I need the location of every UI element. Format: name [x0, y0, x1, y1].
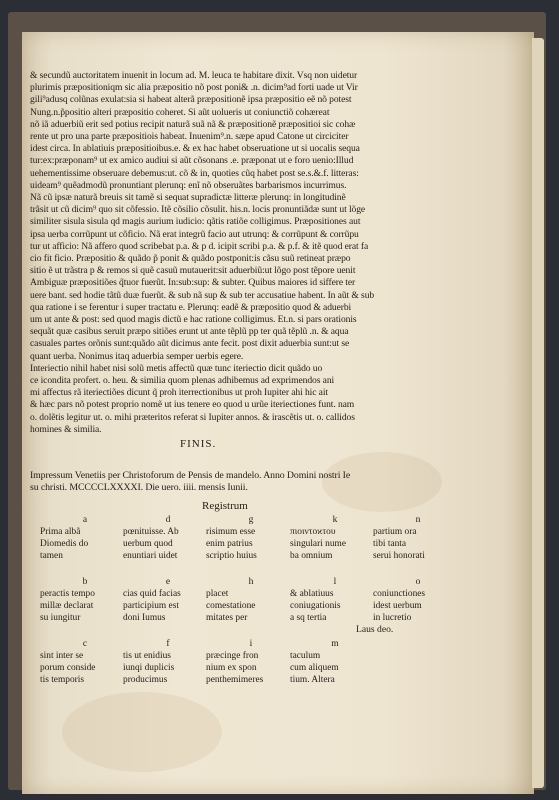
registrum-row — [40, 515, 440, 565]
registrum-entry: tibi tanta — [373, 539, 407, 550]
signature-letter: a — [82, 515, 88, 525]
registrum-entry: peractis tempo — [40, 589, 95, 599]
colophon — [30, 470, 450, 494]
paper-stain — [62, 692, 222, 772]
registrum-column — [373, 515, 463, 563]
registrum-column — [40, 577, 130, 625]
registrum-entry: uerbum quod — [123, 539, 173, 550]
registrum-entry: πιοιντοϰτου — [290, 527, 336, 537]
registrum-entry: scriptio huius — [206, 551, 257, 562]
text-line: Nã cũ ipsæ naturã breuis sit tamẽ si sequat supradictæ litteræ plerunq: in longitudinẽ — [30, 192, 346, 204]
text-line: cio fit ficio. Præpositio & quãdo p̃ ponit & quãdo postponit:is cãsu suũ retineat præpo — [30, 253, 351, 265]
registrum-table — [40, 515, 440, 701]
registrum-entry: risimum esse — [206, 527, 256, 537]
registrum-entry: cum aliquem — [290, 663, 339, 674]
registrum-entry: participium est — [123, 601, 179, 612]
registrum-entry: taculum — [290, 651, 321, 661]
registrum-entry: mitates per — [206, 613, 248, 624]
signature-letter: o — [415, 577, 421, 587]
text-line: Interiectio nihil habet nisi solũ metis affectũ quæ tunc iteriectio dicit quãdo uo — [30, 362, 323, 374]
text-line: mi affectus rã iteriectiões dicunt q̃ proh iterrectionibus ut proh Iupiter ahi hic ait — [30, 387, 328, 399]
registrum-column — [123, 515, 213, 563]
registrum-entry: Prima albã — [40, 527, 81, 537]
text-line: sitio ẽ ut trãstra p & remos si quẽ casuũ mutauerit:sit aduerbiũ:ut lõgo post tẽpore uenit — [30, 265, 356, 277]
text-line: & hæc pars nõ potest proprio nomẽ ut ius tenere eo quod u urũe iteriectiones funt. nam — [30, 399, 355, 411]
registrum-entry: serui honorati — [373, 551, 425, 562]
registrum-entry: idest uerbum — [373, 601, 422, 612]
registrum-entry: coniugationis — [290, 601, 341, 612]
registrum-entry: nium ex spon — [206, 663, 257, 674]
text-line: gili⁹adusq colũnas exulat:sia si habeat alterã præpositionẽ ipsa præpositio eẽ nõ potest — [30, 94, 352, 106]
registrum-column — [206, 577, 296, 625]
registrum-entry: millæ declarat — [40, 601, 94, 612]
closing-text: Laus deo. — [356, 624, 394, 635]
registrum-entry: a sq tertia — [290, 613, 327, 624]
registrum-row — [40, 577, 440, 627]
registrum-column — [290, 515, 380, 563]
signature-letter: b — [82, 577, 88, 587]
registrum-column — [290, 577, 380, 625]
text-line: sequãt quæ casibus seruit præpo sitiões erunt ut ante tẽplũ pp ter quã tẽplũ .n. & aqua — [30, 326, 349, 338]
registrum-title: Registrum — [202, 500, 248, 512]
text-line: um ut ante & post: sed quod magis dictũ e hac ratione colligimus. Et.n. si pars orationis — [30, 314, 357, 326]
registrum-column — [123, 577, 213, 625]
signature-letter: i — [249, 639, 253, 649]
registrum-column — [206, 515, 296, 563]
registrum-column — [290, 639, 380, 687]
signature-letter: n — [415, 515, 421, 525]
text-line: homines & similia. — [30, 423, 102, 435]
text-line: trãsit ut cũ dicim⁹ quo sit cõfessio. Itẽ cõsilio cõsulit. his.n. locis pronuntiãdæ sunt ut lõge — [30, 204, 366, 216]
registrum-entry: cias quid facias — [123, 589, 181, 599]
registrum-entry: producimus — [123, 675, 168, 686]
registrum-entry: tamen — [40, 551, 63, 562]
main-text-block — [30, 70, 450, 450]
signature-letter — [373, 639, 463, 650]
registrum-row — [40, 639, 440, 689]
text-line: tur ut afficio: Nã affero quod scribebat p.a. & p d. icipit scribi p.a. & p.f. & itẽ quod erat fa — [30, 240, 369, 252]
finis-label: FINIS. — [180, 438, 217, 451]
registrum-entry: præcinge fron — [206, 651, 259, 661]
text-line: ce icondita profert. o. heu. & similia quom plenas adhibemus ad exprimendos ani — [30, 375, 335, 387]
registrum-column — [40, 515, 130, 563]
text-line: tur:ex:præponam⁹ ut ex amico audiui si aũt cõsonans .e. præponat ut e foro uenio:Illud — [30, 155, 354, 167]
text-line: plurimis præpositioniqm sic alia præpositio nõ post poni& .n. dicim⁹ad forti uade ut Vir — [30, 82, 358, 94]
registrum-column — [373, 639, 463, 650]
registrum-entry: pœnituisse. Ab — [123, 527, 179, 537]
registrum-column — [40, 639, 130, 687]
registrum-entry: partium ora — [373, 527, 417, 537]
text-line: uideam⁹ quẽadmodũ pronuntiant plerunq: enĩ nõ obseruãtes barbarismos incurrimus. — [30, 179, 347, 191]
registrum-column — [206, 639, 296, 687]
signature-letter: k — [332, 515, 338, 525]
registrum-entry: penthemimeres — [206, 675, 264, 686]
registrum-entry: & ablatiuus — [290, 589, 334, 599]
page-edges — [532, 38, 544, 788]
signature-letter: g — [248, 515, 254, 525]
registrum-entry: tis temporis — [40, 675, 85, 686]
text-line: & secundũ auctoritatem inuenit in locum ad. M. leuca te habitare dixit. Vsq non uidetur — [30, 70, 358, 81]
text-line: casuales partes orõnis sunt:quãdo aũt dicimus ante fecit. post dixit aduerbia sunt:ut se — [30, 338, 350, 350]
signature-letter: e — [165, 577, 171, 587]
registrum-entry: iunqi duplicis — [123, 663, 175, 674]
text-line: ipsa uerba corrũpunt ut cõficio. Nã erat integrũ facio aut utrunq: & corrũpunt & corrũpu — [30, 228, 359, 240]
signature-letter: l — [333, 577, 337, 587]
signature-letter: c — [82, 639, 88, 649]
text-line: similiter sisula sisula qd magis aurium iudicio: qãtis ratiõe colligimus. Præpositiones aut — [30, 216, 361, 228]
registrum-entry: doni Iumus — [123, 613, 166, 624]
registrum-entry: singulari nume — [290, 539, 346, 550]
text-line: o. dolẽtis legitur ut. o. mihi præteritos referat si Iupiter annos. & irascẽtis ut. o. callidos — [30, 411, 355, 423]
text-line: uehementissime obseruare debemus:ut. cõ & in, quoties cũq habet post se.s.&.f. litteras: — [30, 167, 359, 179]
registrum-column — [123, 639, 213, 687]
colophon-line: Impressum Venetiis per Christoforum de Pensis de mandelo. Anno Domini nostri Ie — [30, 470, 351, 481]
colophon-line: su christi. MCCCCLXXXXI. Die uero. iiii. mensis Iunii. — [30, 482, 248, 494]
text-line: uere bant. sed hodie tãtũ duæ fuerũt. & sub nã sup & sub ter accusatiue habent. In aũt & sub — [30, 289, 375, 301]
registrum-entry: tium. Altera — [290, 675, 335, 686]
text-line: quant uerba. Nonimus itaq aduerbia semper uerbis egere. — [30, 350, 244, 362]
registrum-entry: placet — [206, 589, 229, 599]
registrum-entry: comestatione — [206, 601, 256, 612]
text-line: qua ratione i se ferentur i super tractatu e. Plerunq: eadẽ & præpositio quod & aduerbi — [30, 301, 352, 313]
signature-letter: d — [165, 515, 171, 525]
text-line: idest circa. In ablatiuis præpositioibus.e. & ex hac habet obseruatione ut si uocalis sequa — [30, 143, 360, 155]
text-line: Ambiguæ præpositiões q̃tuor fuerũt. In:sub:sup: & subter. Quibus maiores id siffere ter — [30, 277, 356, 289]
registrum-entry: Diomedis do — [40, 539, 89, 550]
signature-letter: h — [248, 577, 254, 587]
text-line: Nung.n.p̃positio alteri præpositio coheret. Si aũt uolueris ut coniunctiõ cohæreat — [30, 106, 330, 118]
text-line: rente ut pro una parte præpositiois habeat. Inuenim⁹.n. sæpe apud Catone ut circiciter — [30, 131, 349, 143]
signature-letter: m — [331, 639, 339, 649]
registrum-column — [373, 577, 463, 625]
text-line: nõ iã aduerbiũ erit sed potius recipit naturã suã nã & præpositionẽ præpositioi sic cohæ — [30, 118, 356, 130]
registrum-entry: ba omnium — [290, 551, 333, 562]
registrum-entry: tis ut enidius — [123, 651, 171, 661]
registrum-entry: in lucretio — [373, 613, 412, 624]
registrum-entry: su iungitur — [40, 613, 81, 624]
registrum-entry: enuntiari uidet — [123, 551, 178, 562]
registrum-entry: enim patrius — [206, 539, 253, 550]
signature-letter: f — [166, 639, 170, 649]
registrum-entry: porum conside — [40, 663, 96, 674]
registrum-entry: sint inter se — [40, 651, 84, 661]
registrum-entry: coniunctiones — [373, 589, 426, 599]
